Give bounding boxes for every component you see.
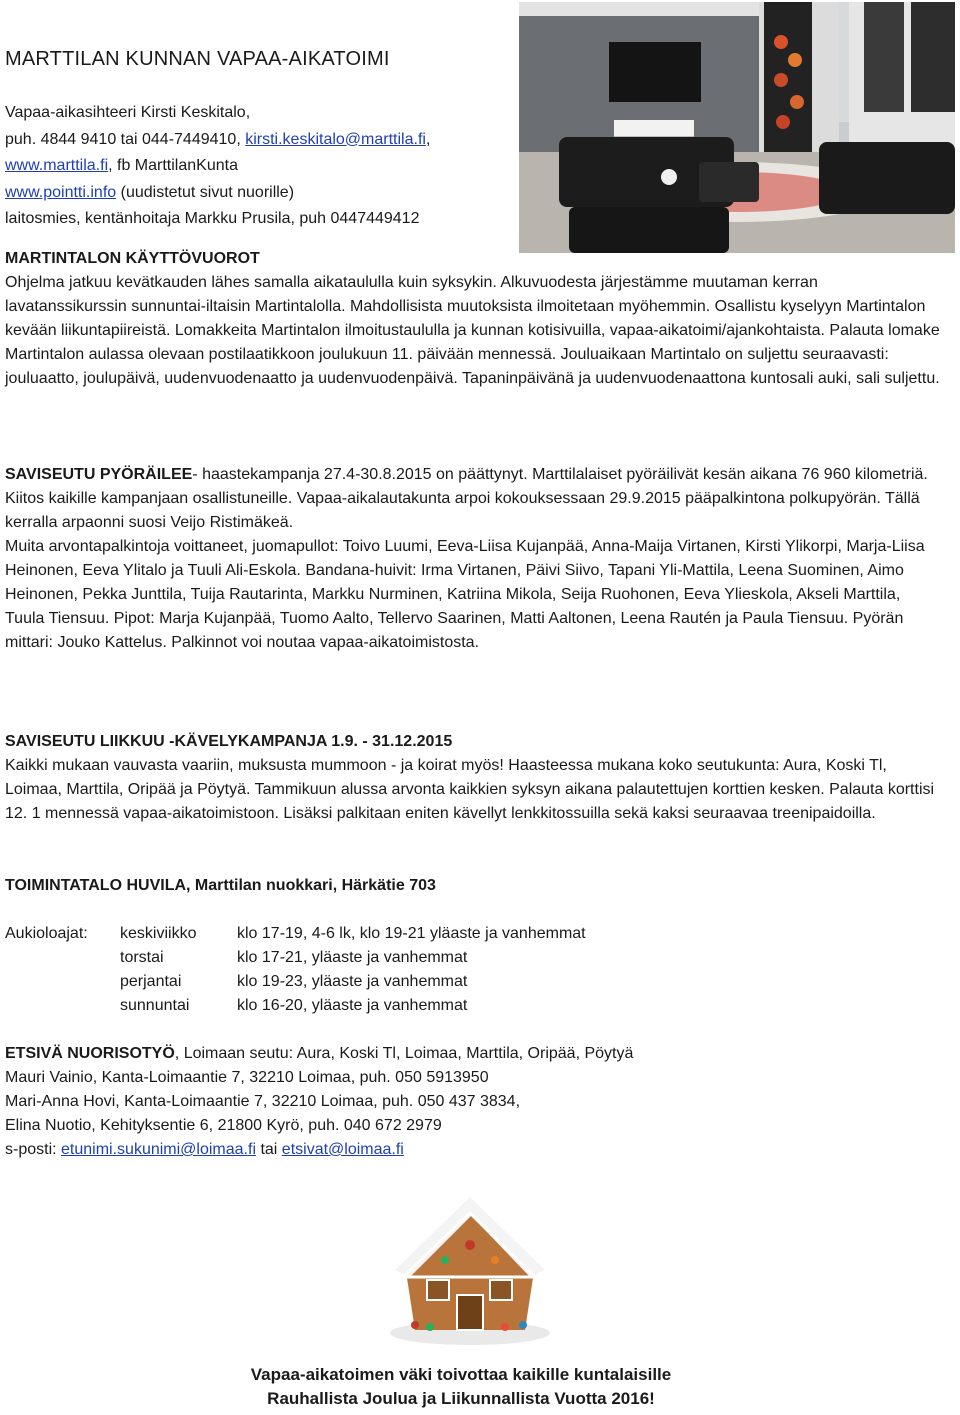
pyorailee-heading: SAVISEUTU PYÖRÄILEE <box>5 466 193 483</box>
pyorailee-paragraph <box>5 463 940 535</box>
liikkuu-section <box>5 730 940 826</box>
email-separator: tai <box>256 1141 282 1158</box>
etsiva-section <box>5 1042 940 1162</box>
hours-label: Aukioloajat: <box>5 925 88 942</box>
etsiva-contact: Mauri Vainio, Kanta-Loimaantie 7, 32210 Loimaa, puh. 050 5913950 <box>5 1069 489 1086</box>
contact-line: Vapaa-aikasihteeri Kirsti Keskitalo, <box>5 104 251 121</box>
contact-block <box>5 100 430 233</box>
room-photo-icon <box>519 2 955 253</box>
pyorailee-text: - haastekampanja 27.4-30.8.2015 on päättynyt. Marttilalaiset pyöräilivät kesän aikana 76 960 kilometriä. Kiitos kaikille kampanjaan osallistuneille. Vapaa-aikalautakunta arpoi kokouksessaan 29.9.2015 pääpalkintona polkupyörän. Tällä kerralla arpaonni suosi Veijo Ristimäkeä. <box>5 466 928 531</box>
contact-text: (uudistetut sivut nuorille) <box>116 183 295 201</box>
etsiva-contact: Elina Nuotio, Kehityksentie 6, 21800 Kyrö, puh. 040 672 2979 <box>5 1117 442 1134</box>
hours-day: perjantai <box>120 973 182 990</box>
footer-greeting <box>0 1363 922 1411</box>
contact-text: puh. 4844 9410 tai 044-7449410, <box>5 130 246 148</box>
website-link[interactable]: www.marttila.fi <box>5 157 109 174</box>
email-link[interactable]: kirsti.keskitalo@marttila.fi <box>245 130 426 148</box>
contact-line: laitosmies, kentänhoitaja Markku Prusila, puh 0447449412 <box>5 210 420 227</box>
huvila-section <box>5 874 940 898</box>
opening-hours <box>5 922 705 1018</box>
hours-day: sunnuntai <box>120 997 190 1014</box>
pyorailee-section <box>5 463 940 655</box>
hours-time: klo 17-21, yläaste ja vanhemmat <box>237 949 468 966</box>
etsiva-email-line <box>5 1138 940 1162</box>
contact-line <box>5 180 430 207</box>
hours-day: torstai <box>120 949 164 966</box>
pyorailee-winners: Muita arvontapalkintoja voittaneet, juomapullot: Toivo Luumi, Eeva-Liisa Kujanpää, Anna-Maija Virtanen, Kirsti Ylikorpi, Marja-Liisa Heinonen, Eeva Ylitalo ja Tuuli Ali-Eskola. Bandana-huivit: Irma Virtanen, Päivi Siivo, Tapani Yli-Mattila, Leena Suominen, Aimo Heinonen, Pekka Junttila, Tuija Rautarinta, Markku Nurminen, Katriina Mikola, Seija Ruohonen, Eeva Ylieskola, Akseli Marttila, Tuula Tiensuu. Pipot: Marja Kujanpää, Tuomo Aalto, Tellervo Saarinen, Matti Aaltonen, Leena Rautén ja Paula Tiensuu. Pyörän mittari: Jouko Kattelus. Palkinnot voi noutaa vapaa-aikatoimistosta. <box>5 538 925 651</box>
hours-time: klo 16-20, yläaste ja vanhemmat <box>237 997 468 1014</box>
martintalo-section <box>5 247 940 391</box>
contact-text: , <box>425 130 431 148</box>
hours-day: keskiviikko <box>120 925 197 942</box>
footer-line: Vapaa-aikatoimen väki toivottaa kaikille kuntalaisille <box>250 1365 672 1384</box>
hours-time: klo 17-19, 4-6 lk, klo 19-21 yläaste ja vanhemmat <box>237 925 586 942</box>
etsiva-contact: Mari-Anna Hovi, Kanta-Loimaantie 7, 32210 Loimaa, puh. 050 437 3834, <box>5 1093 521 1110</box>
email-link[interactable]: etunimi.sukunimi@loimaa.fi <box>61 1141 256 1158</box>
pointti-link[interactable]: www.pointti.info <box>5 183 117 201</box>
contact-line <box>5 127 430 154</box>
liikkuu-heading: SAVISEUTU LIIKKUU -KÄVELYKAMPANJA 1.9. - 31.12.2015 <box>5 733 453 750</box>
liikkuu-text: Kaikki mukaan vauvasta vaariin, muksusta mummoon - ja koirat myös! Haasteessa mukana koko seutukunta: Aura, Koski Tl, Loimaa, Marttila, Oripää ja Pöytyä. Tammikuun alussa arvonta kaikkien syksyn aikana palautettujen korttien kesken. Palauta korttisi 12. 1 mennessä vapaa-aikatoimistoon. Lisäksi palkitaan eniten kävellyt lenkkitossuilla sekä kaksi seuraavaa treenipaidoilla. <box>5 757 935 822</box>
hours-time: klo 19-23, yläaste ja vanhemmat <box>237 973 468 990</box>
page-title: MARTTILAN KUNNAN VAPAA-AIKATOIMI <box>5 48 390 70</box>
etsiva-heading-line <box>5 1042 940 1066</box>
email-label: s-posti: <box>5 1141 62 1158</box>
contact-line <box>5 153 430 180</box>
gingerbread-house-icon <box>375 1185 565 1347</box>
martintalo-text: Ohjelma jatkuu kevätkauden lähes samalla aikataululla kuin syksykin. Alkuvuodesta järjestämme muutaman kerran lavatanssikurssin sunnuntai-iltaisin Martintalolla. Mahdollisista muutoksista ilmoitetaan myöhemmin. Osallistu kyselyyn Martintalon kevään liikuntapiireistä. Lomakkeita Martintalon ilmoitustaululla ja kunnan kotisivuilla, vapaa-aikatoimi/ajankohtaista. Palauta lomake Martintalon aulassa olevaan postilaatikkoon joulukuun 11. päivään mennessä. Jouluaikaan Martintalo on suljettu seuraavasti: jouluaatto, joulupäivä, uudenvuodenaatto ja uudenvuodenpäivä. Tapaninpäivänä ja uudenvuodenaattona kuntosali auki, sali suljettu. <box>5 274 940 387</box>
huvila-heading: TOIMINTATALO HUVILA, Marttilan nuokkari, Härkätie 703 <box>5 877 436 894</box>
email-link[interactable]: etsivat@loimaa.fi <box>281 1141 404 1158</box>
contact-text: , fb MarttilanKunta <box>108 157 238 174</box>
etsiva-heading: ETSIVÄ NUORISOTYÖ <box>5 1045 175 1062</box>
footer-line: Rauhallista Joulua ja Liikunnallista Vuotta 2016! <box>267 1389 655 1408</box>
martintalo-heading: MARTINTALON KÄYTTÖVUOROT <box>5 250 260 267</box>
etsiva-area: , Loimaan seutu: Aura, Koski Tl, Loimaa, Marttila, Oripää, Pöytyä <box>174 1045 634 1062</box>
